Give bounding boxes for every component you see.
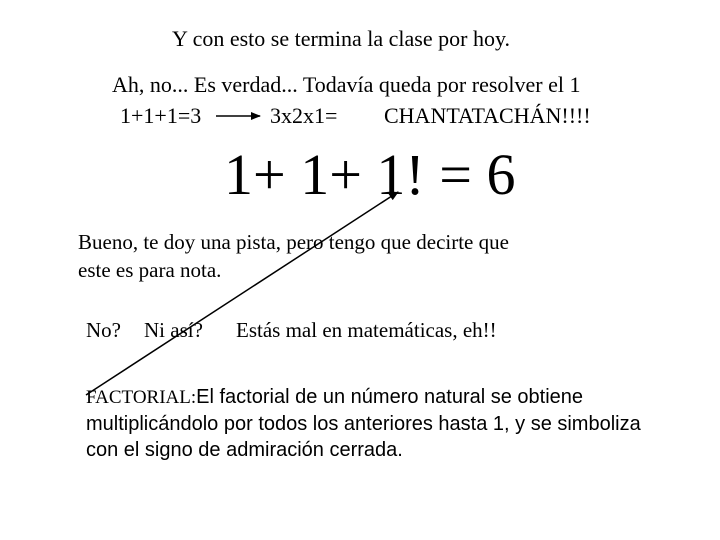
- question-no: No?: [86, 318, 121, 342]
- question-ni-asi: Ni así?: [144, 318, 203, 342]
- hint-line-2: este es para nota.: [78, 258, 222, 282]
- exclamation-text: CHANTATACHÁN!!!!: [384, 103, 591, 128]
- product-expression: 3x2x1=: [270, 103, 338, 128]
- hint-line-1: Bueno, te doy una pista, pero tengo que decirte que: [78, 230, 509, 254]
- closing-line: Y con esto se termina la clase por hoy.: [172, 26, 511, 51]
- teasing-remark: Estás mal en matemáticas, eh!!: [236, 318, 497, 342]
- remaining-problem-line: Ah, no... Es verdad... Todavía queda por resolver el 1: [112, 72, 581, 97]
- factorial-equation: 1+ 1+ 1! = 6: [224, 142, 516, 207]
- pointer-arrow-icon: [86, 192, 398, 395]
- sum-expression: 1+1+1=3: [120, 103, 202, 128]
- factorial-label: FACTORIAL:: [86, 387, 197, 408]
- factorial-text: El factorial de un número natural se obtiene multiplicándolo por todos los anteriores hasta 1, y se simboliza con el signo de admiración cerrada.: [86, 386, 641, 461]
